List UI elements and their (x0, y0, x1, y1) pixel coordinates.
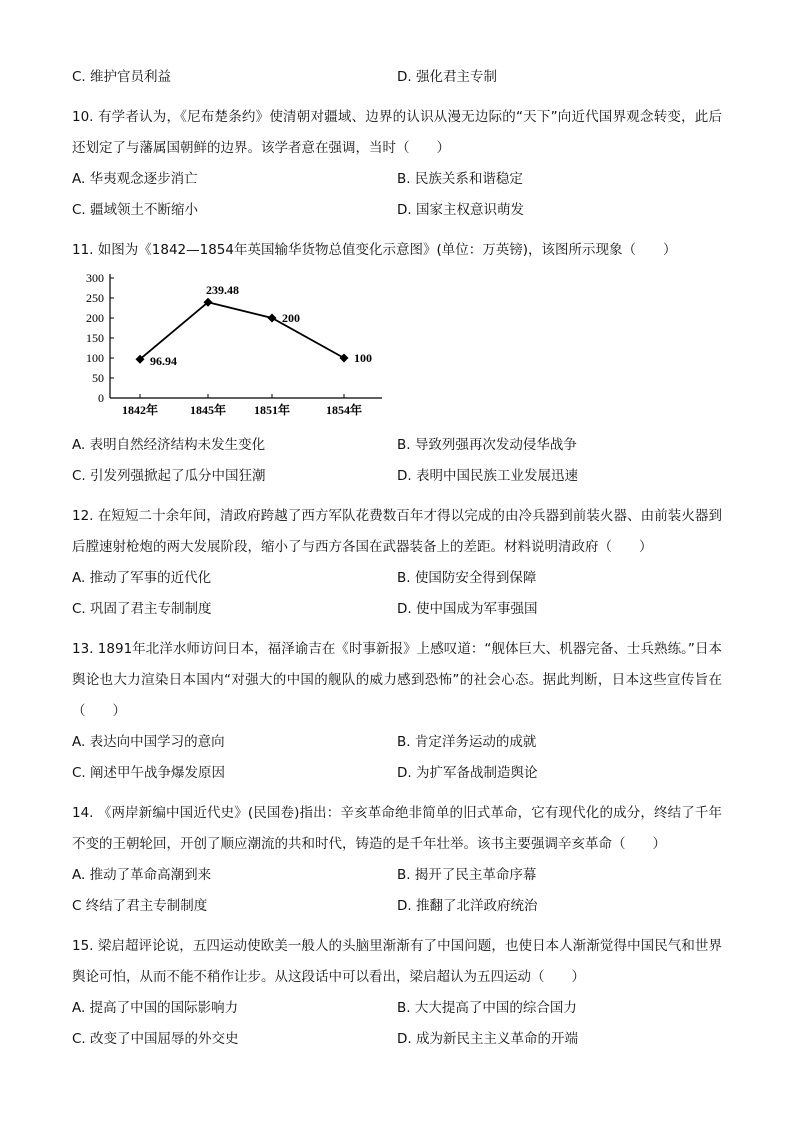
question-14 (72, 798, 722, 922)
q15-option-c: C. 改变了中国屈辱的外交史 (72, 1031, 239, 1048)
q12-option-a: A. 推动了军事的近代化 (72, 570, 212, 587)
q14-option-d: D. 推翻了北洋政府统治 (397, 898, 538, 915)
x-tick-label: 1854年 (325, 403, 363, 417)
data-point (340, 354, 349, 363)
data-label: 239.48 (206, 283, 239, 298)
x-tick-label: 1842年 (121, 403, 159, 417)
question-12 (72, 501, 722, 625)
q13-option-a: A. 表达向中国学习的意向 (72, 734, 225, 751)
y-tick-label: 200 (86, 311, 104, 325)
data-label: 200 (282, 311, 300, 325)
q10-option-b: B. 民族关系和谐稳定 (397, 171, 523, 187)
q10-option-d: D. 国家主权意识萌发 (397, 202, 524, 218)
q11-option-a: A. 表明自然经济结构未发生变化 (72, 437, 266, 454)
y-tick-label: 300 (86, 271, 104, 285)
q11-option-d: D. 表明中国民族工业发展迅速 (397, 468, 578, 485)
q14-option-b: B. 揭开了民主革命序幕 (397, 867, 537, 884)
q15-option-d: D. 成为新民主主义革命的开端 (397, 1031, 578, 1048)
line-chart (72, 270, 402, 420)
q10-option-c: C. 疆域领土不断缩小 (72, 202, 199, 218)
q12-option-d: D. 使中国成为军事强国 (397, 601, 538, 618)
q15-stem: 15. 梁启超评论说，五四运动使欧美一般人的头脑里渐渐有了中国问题，也使日本人渐渐觉得中国民气和世界舆论可怕，从而不能不稍作让步。从这段话中可以看出，梁启超认为五四运动（ ） (72, 938, 722, 986)
q12-stem: 12. 在短短二十余年间，清政府跨越了西方军队花费数百年才得以完成的由冷兵器到前装火器、由前装火器到后膛速射枪炮的两大发展阶段，缩小了与西方各国在武器装备上的差距。材料说明清政府（ ） (72, 508, 722, 556)
y-tick-label: 0 (98, 391, 104, 405)
y-tick-label: 250 (86, 291, 104, 305)
question-11 (72, 235, 722, 492)
q12-option-c: C. 巩固了君主专制制度 (72, 601, 212, 618)
data-label: 100 (354, 351, 372, 365)
q14-option-c: C 终结了君主专制制度 (72, 898, 208, 915)
q15-option-a: A. 提高了中国的国际影响力 (72, 1000, 239, 1017)
y-tick-label: 150 (86, 331, 104, 345)
exam-page (72, 62, 722, 1064)
q14-option-a: A. 推动了革命高潮到来 (72, 867, 212, 884)
q9-option-c: C. 维护官员利益 (72, 69, 172, 85)
y-tick-label: 100 (86, 351, 104, 365)
q13-stem: 13. 1891年北洋水师访问日本，福泽谕吉在《时事新报》上感叹道：“舰体巨大、机器完备、士兵熟练。”日本舆论也大力渲染日本国内“对强大的中国的舰队的威力感到恐怖”的社会心态。据此判断，日本这些宣传旨在（ ） (72, 641, 722, 720)
data-label: 96.94 (150, 354, 177, 369)
q15-option-b: B. 大大提高了中国的综合国力 (397, 1000, 577, 1017)
q11-option-b: B. 导致列强再次发动侵华战争 (397, 437, 577, 454)
q13-option-d: D. 为扩军备战制造舆论 (397, 765, 538, 782)
data-point (268, 314, 277, 323)
y-tick-label: 50 (92, 371, 104, 385)
q12-option-b: B. 使国防安全得到保障 (397, 570, 537, 587)
q11-stem: 11. 如图为《1842—1854年英国输华货物总值变化示意图》(单位：万英镑)，该图所示现象（ ） (72, 242, 677, 258)
q10-stem: 10. 有学者认为，《尼布楚条约》使清朝对疆域、边界的认识从漫无边际的“天下”向近代国界观念转变，此后还划定了与藩属国朝鲜的边界。该学者意在强调，当时（ ） (72, 109, 722, 156)
q9-option-d: D. 强化君主专制 (397, 69, 497, 85)
q11-chart-container (72, 270, 722, 424)
question-15 (72, 931, 722, 1055)
q13-option-b: B. 肯定洋务运动的成就 (397, 734, 537, 751)
q13-option-c: C. 阐述甲午战争爆发原因 (72, 765, 226, 782)
q11-option-c: C. 引发列强掀起了瓜分中国狂潮 (72, 468, 266, 485)
q10-option-a: A. 华夷观念逐步消亡 (72, 171, 198, 187)
question-9-tail (72, 62, 722, 93)
x-tick-label: 1845年 (189, 403, 227, 417)
q14-stem: 14. 《两岸新编中国近代史》(民国卷)指出：辛亥革命绝非简单的旧式革命，它有现代化的成分，终结了千年不变的王朝轮回，开创了顺应潮流的共和时代，铸造的是千年壮举。该书主要强调辛亥革命（ ） (72, 805, 722, 853)
series-line (140, 302, 344, 359)
question-10 (72, 102, 722, 226)
x-tick-label: 1851年 (253, 403, 291, 417)
question-13 (72, 634, 722, 789)
